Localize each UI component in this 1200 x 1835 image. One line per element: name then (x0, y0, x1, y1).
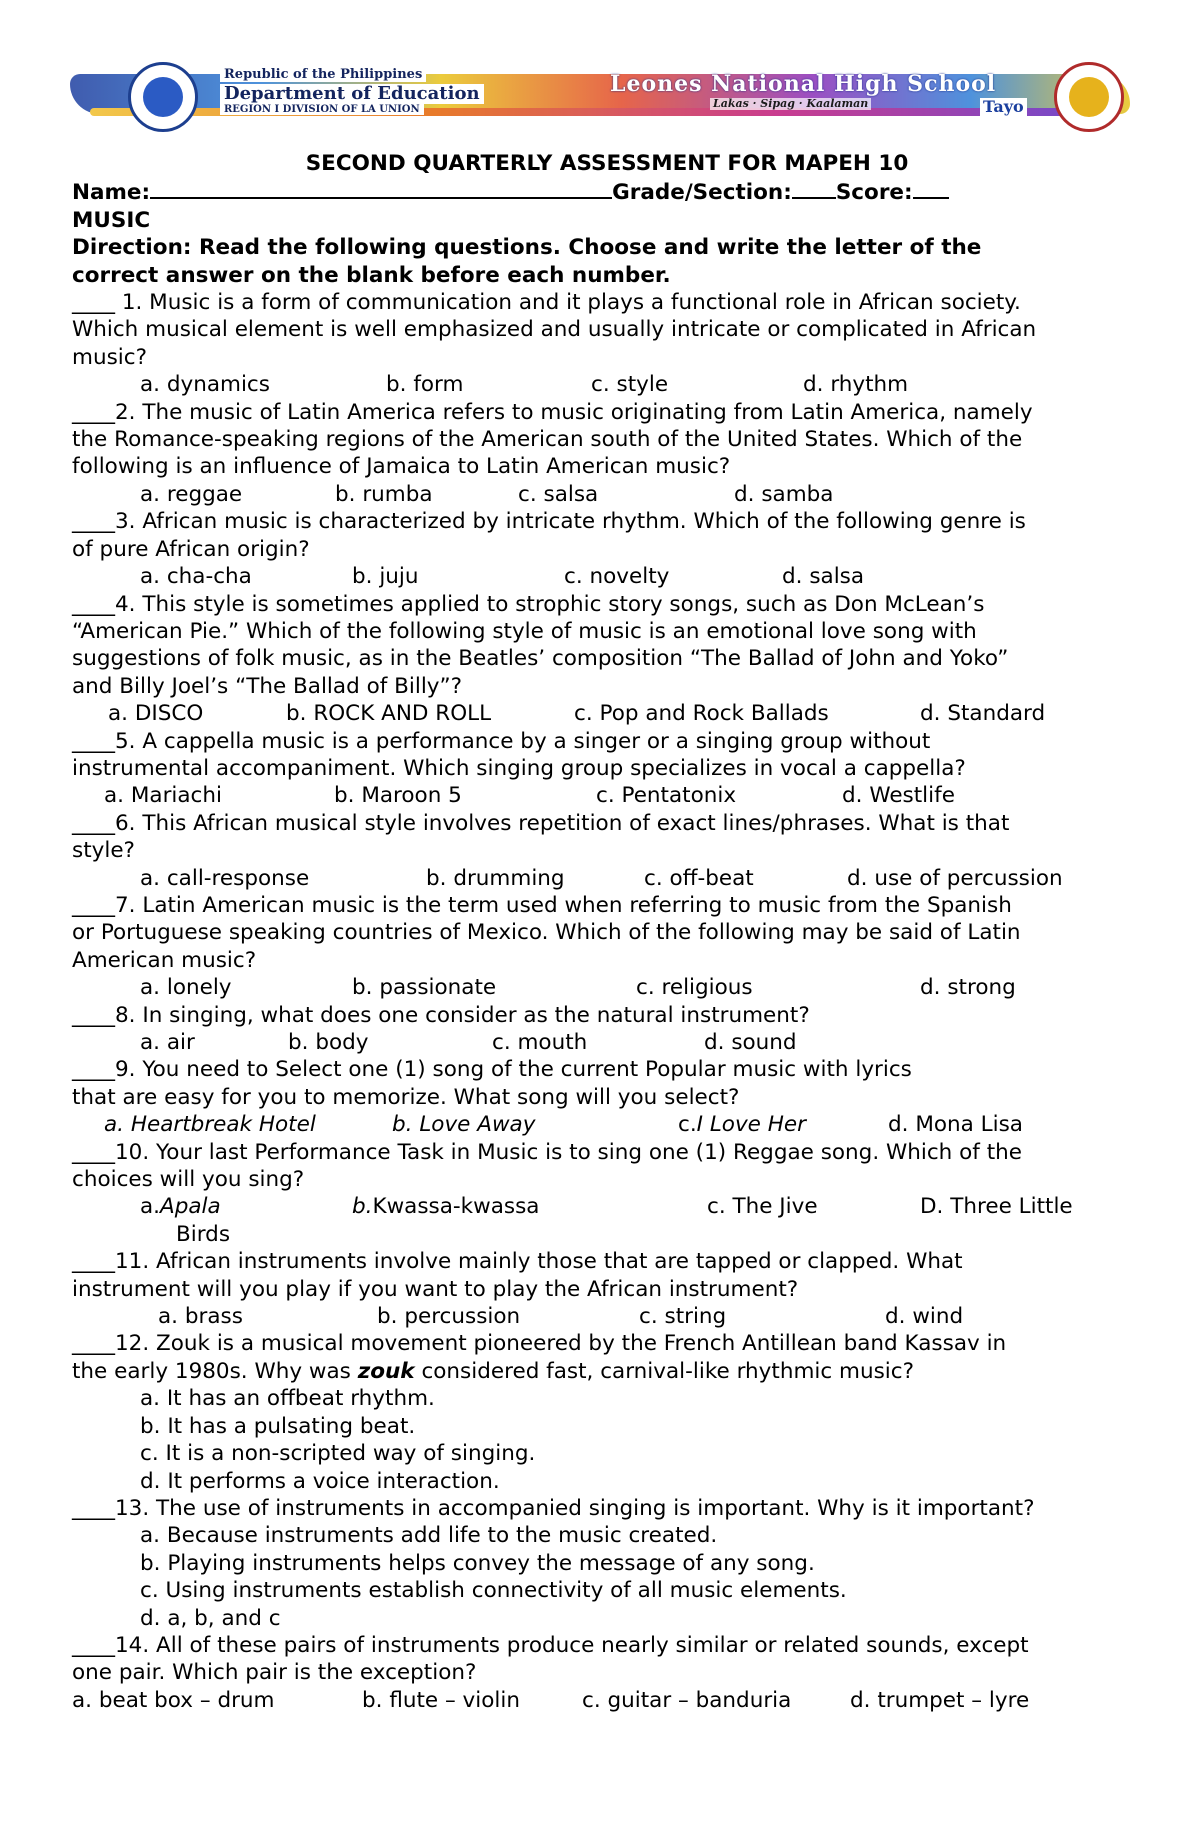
options-row (72, 974, 1142, 1001)
tayo-text: Tayo (980, 98, 1027, 116)
option-c: c. style (591, 372, 669, 398)
question-12 (72, 1330, 1142, 1494)
question-text: music? (72, 344, 147, 370)
option-b: b. percussion (377, 1304, 521, 1330)
option-d: d. Mona Lisa (888, 1112, 1023, 1138)
options-row (72, 481, 1142, 508)
answer-blank[interactable]: ____ (72, 810, 115, 836)
direction-line: correct answer on the blank before each number. (72, 262, 671, 288)
option-c: c. string (639, 1304, 727, 1330)
question-8 (72, 1002, 1142, 1057)
option-a-continued: Birds (176, 1221, 231, 1247)
name-label: Name: (72, 180, 151, 206)
option-a: a. lonely (140, 975, 232, 1001)
answer-blank[interactable]: ____ (72, 892, 115, 918)
question-text: 14. All of these pairs of instruments produce nearly similar or related sounds, except (115, 1632, 1029, 1658)
question-text: 5. A cappella music is a performance by a singer or a singing group without (115, 728, 931, 754)
option-d: d. samba (734, 481, 834, 507)
option-b: b. passionate (352, 975, 497, 1001)
option-d: d. rhythm (803, 372, 909, 398)
option-a: a. It has an offbeat rhythm. (140, 1386, 435, 1412)
question-text: 2. The music of Latin America refers to music originating from Latin America, namely (115, 399, 1033, 425)
options-row (72, 700, 1142, 727)
question-14 (72, 1632, 1142, 1714)
region-text: REGION I DIVISION OF LA UNION (220, 104, 424, 115)
question-3 (72, 508, 1142, 590)
name-blank[interactable] (150, 177, 612, 199)
options-row (72, 563, 1142, 590)
option-d: d. trumpet – lyre (850, 1687, 1030, 1713)
question-text: 7. Latin American music is the term used when referring to music from the Spanish (115, 892, 1012, 918)
question-text: one pair. Which pair is the exception? (72, 1660, 477, 1686)
option-b: b. drumming (426, 865, 565, 891)
option-d: d. a, b, and c (140, 1605, 281, 1631)
options-row (72, 1111, 1142, 1138)
question-1 (72, 289, 1142, 399)
option-b: b. Playing instruments helps convey the message of any song. (140, 1550, 815, 1576)
answer-blank[interactable]: ____ (72, 399, 115, 425)
option-d: d. wind (885, 1304, 964, 1330)
answer-blank[interactable]: ____ (72, 728, 115, 754)
option-c: c. religious (636, 975, 753, 1001)
option-a: a. call-response (140, 865, 310, 891)
school-name: Leones National High School (610, 71, 997, 97)
option-c: c. off-beat (644, 865, 754, 891)
option-d: d. use of percussion (847, 865, 1063, 891)
option-a: a. air (140, 1030, 195, 1055)
answer-blank[interactable]: ____ (72, 290, 115, 316)
score-blank[interactable] (913, 177, 949, 199)
question-text: 10. Your last Performance Task in Music is to sing one (1) Reggae song. Which of the (115, 1139, 1022, 1165)
question-text: choices will you sing? (72, 1167, 305, 1193)
question-text: suggestions of folk music, as in the Beatles’ composition “The Ballad of John and Yoko” (72, 646, 1009, 672)
option-b: b. juju (352, 564, 419, 590)
option-a: a. DISCO (108, 701, 204, 727)
option-d: d. It performs a voice interaction. (140, 1468, 500, 1494)
option-c: c. novelty (564, 564, 670, 590)
options-row (72, 865, 1142, 892)
options-row (72, 1193, 1142, 1220)
question-4 (72, 591, 1142, 728)
question-text: “American Pie.” Which of the following style of music is an emotional love song with (72, 618, 977, 644)
school-seal-logo (1054, 62, 1124, 132)
option-b: b. rumba (335, 481, 433, 507)
direction-line: Direction: Read the following questions. Choose and write the letter of the (72, 235, 982, 261)
question-text: of pure African origin? (72, 536, 310, 562)
option-c: c. guitar – banduria (582, 1687, 792, 1713)
question-text: 13. The use of instruments in accompanied singing is important. Why is it important? (115, 1495, 1035, 1521)
answer-blank[interactable]: ____ (72, 1495, 115, 1521)
republic-text: Republic of the Philippines (220, 68, 426, 82)
option-b: b. Maroon 5 (334, 783, 462, 809)
student-info-line (72, 177, 1142, 206)
option-d: d. strong (920, 975, 1016, 1001)
option-c: c. mouth (492, 1030, 588, 1055)
question-text: 1. Music is a form of communication and it plays a functional role in African society. (115, 290, 1021, 316)
question-text: following is an influence of Jamaica to Latin American music? (72, 454, 731, 480)
option-c: c.I Love Her (678, 1112, 806, 1138)
school-motto: Lakas · Sipag · Kaalaman (710, 98, 871, 110)
option-a: a. Heartbreak Hotel (104, 1112, 316, 1138)
question-text: instrumental accompaniment. Which singing group specializes in vocal a cappella? (72, 755, 966, 781)
page-title: SECOND QUARTERLY ASSESSMENT FOR MAPEH 10 (305, 151, 909, 176)
option-b: b. It has a pulsating beat. (140, 1413, 416, 1439)
option-a: a. reggae (140, 481, 243, 507)
subject-heading: MUSIC (72, 207, 151, 233)
options-row (72, 1029, 1142, 1056)
department-text: Department of Education (220, 84, 484, 104)
document-body (72, 150, 1142, 1714)
question-text: the early 1980s. Why was zouk considered fast, carnival-like rhythmic music? (72, 1358, 915, 1384)
question-text: or Portuguese speaking countries of Mexico. Which of the following may be said of Latin (72, 920, 1021, 946)
option-b: b. flute – violin (362, 1687, 520, 1713)
question-text: the Romance-speaking regions of the American south of the United States. Which of the (72, 427, 1023, 453)
question-10 (72, 1139, 1142, 1249)
option-a: a. beat box – drum (72, 1687, 275, 1713)
letterhead-banner (70, 62, 1130, 132)
answer-blank[interactable]: ____ (72, 1632, 115, 1658)
question-text: 11. African instruments involve mainly those that are tapped or clapped. What (115, 1249, 963, 1275)
question-text: 3. African music is characterized by intricate rhythm. Which of the following genre is (115, 509, 1026, 535)
question-text: instrument will you play if you want to play the African instrument? (72, 1276, 799, 1302)
question-9 (72, 1056, 1142, 1138)
grade-section-label: Grade/Section: (612, 180, 792, 206)
option-a: a. Because instruments add life to the music created. (140, 1523, 718, 1549)
option-d: d. salsa (782, 564, 865, 590)
option-d: D. Three Little (920, 1194, 1073, 1220)
grade-section-blank[interactable] (792, 177, 836, 199)
question-text: 4. This style is sometimes applied to strophic story songs, such as Don McLean’s (115, 591, 985, 617)
option-a: a. cha-cha (140, 564, 252, 590)
option-c: c. It is a non-scripted way of singing. (140, 1441, 536, 1467)
option-b: b. body (288, 1030, 369, 1055)
question-11 (72, 1248, 1142, 1330)
question-text: 6. This African musical style involves repetition of exact lines/phrases. What is that (115, 810, 1010, 836)
question-text: 8. In singing, what does one consider as the natural instrument? (115, 1002, 810, 1028)
option-a: a. Mariachi (104, 783, 222, 809)
question-text: American music? (72, 947, 257, 973)
option-a: a. brass (158, 1304, 243, 1330)
option-b: b. Love Away (392, 1112, 536, 1138)
options-row (72, 1687, 1142, 1714)
option-b: b. form (386, 372, 464, 398)
options-row (72, 782, 1142, 809)
question-text: Which musical element is well emphasized and usually intricate or complicated in African (72, 317, 1037, 343)
options-row (72, 1303, 1142, 1330)
question-6 (72, 810, 1142, 892)
option-a: a.Apala (140, 1194, 221, 1220)
question-13 (72, 1495, 1142, 1632)
question-text: that are easy for you to memorize. What song will you select? (72, 1084, 740, 1110)
answer-blank[interactable]: ____ (72, 1002, 115, 1028)
option-c: c. Pop and Rock Ballads (574, 701, 829, 727)
option-d: d. Westlife (842, 783, 955, 809)
answer-blank[interactable]: ____ (72, 1249, 115, 1275)
option-b: b.Kwassa-kwassa (352, 1194, 540, 1220)
option-c: c. Pentatonix (596, 783, 737, 809)
deped-seal-logo (128, 62, 198, 132)
question-text: 9. You need to Select one (1) song of the current Popular music with lyrics (115, 1057, 912, 1083)
answer-blank[interactable]: ____ (72, 509, 115, 535)
answer-blank[interactable]: ____ (72, 1331, 115, 1357)
question-2 (72, 399, 1142, 509)
option-d: d. sound (704, 1030, 797, 1055)
question-text: 12. Zouk is a musical movement pioneered by the French Antillean band Kassav in (115, 1331, 1007, 1357)
option-c: c. salsa (518, 481, 599, 507)
options-row (72, 371, 1142, 398)
option-b: b. ROCK AND ROLL (286, 701, 492, 727)
answer-blank[interactable]: ____ (72, 1139, 115, 1165)
score-label: Score: (835, 180, 913, 206)
question-text: style? (72, 838, 135, 864)
option-c: c. The Jive (707, 1194, 818, 1220)
option-a: a. dynamics (140, 372, 270, 398)
question-7 (72, 892, 1142, 1002)
answer-blank[interactable]: ____ (72, 1057, 115, 1083)
option-c: c. Using instruments establish connectivity of all music elements. (140, 1578, 847, 1604)
answer-blank[interactable]: ____ (72, 591, 115, 617)
question-5 (72, 728, 1142, 810)
question-text: and Billy Joel’s “The Ballad of Billy”? (72, 673, 463, 699)
option-d: d. Standard (920, 701, 1046, 727)
